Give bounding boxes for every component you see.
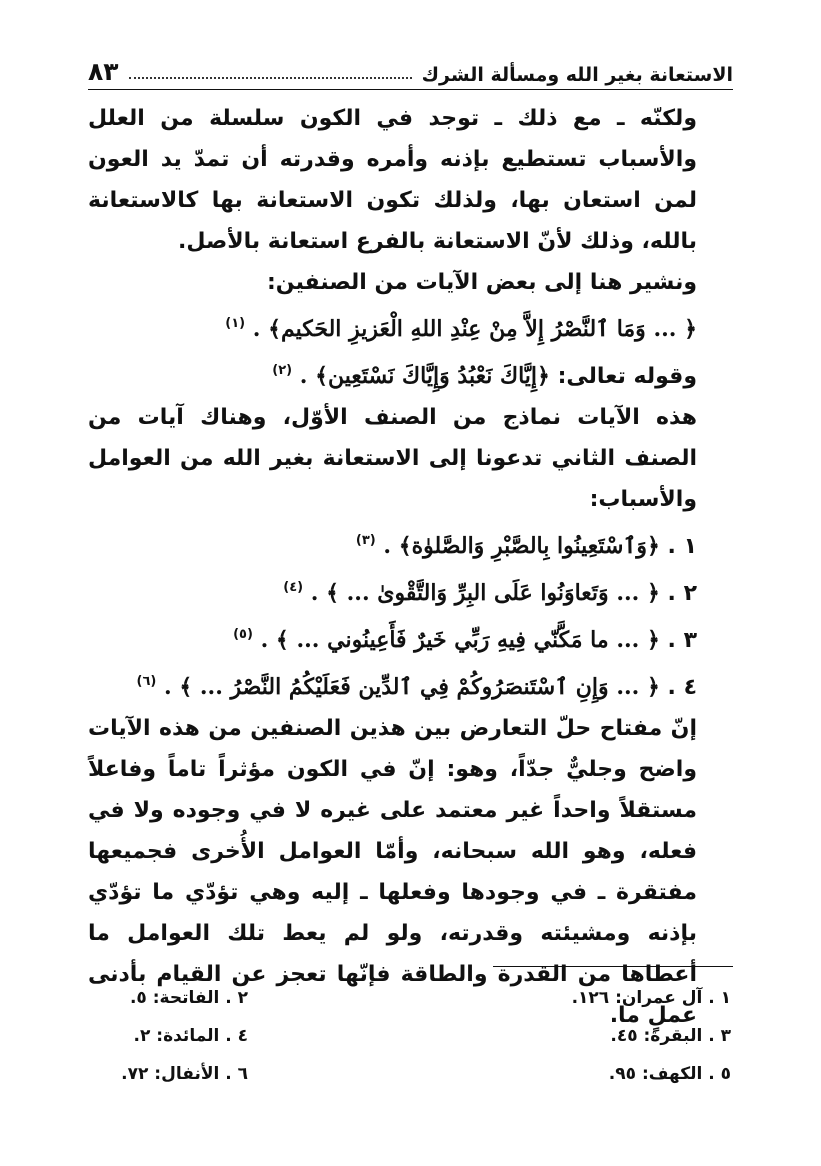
footnote-6-cell (88, 1061, 411, 1087)
header-rule (88, 89, 733, 90)
verse-line-1 (88, 303, 733, 350)
footnote-2: ٢ . الفاتحة: ٥. (129, 988, 248, 1008)
list-item (88, 661, 733, 708)
list-item (88, 567, 733, 614)
footnote-4-cell (88, 1023, 411, 1049)
footnote-3: ٣ . البقرة: ٤٥. (610, 1026, 731, 1046)
verse-2: ﴿إِيَّاكَ نَعْبُدُ وَإِيَّاكَ نَسْتَعِين﴾ . (299, 363, 550, 389)
page-number: ٨٣ (88, 57, 119, 86)
footnote-ref-6: (٦) (136, 674, 157, 689)
verses-intro: ونشير هنا إلى بعض الآيات من الصنفين: (266, 270, 697, 295)
footnote-rule (493, 966, 733, 967)
dotted-leader (129, 77, 412, 79)
footnote-5: ٥ . الكهف: ٩٥. (608, 1064, 731, 1084)
footnotes (88, 985, 733, 1087)
verse-line-2 (88, 350, 733, 397)
list-number: ٤ . (667, 675, 697, 700)
paragraph-2: هذه الآيات نماذج من الصنف الأوّل، وهناك آيات من الصنف الثاني تدعونا إلى الاستعانة بغير الله من العوامل والأسباب: (88, 405, 697, 512)
paragraph-3: إنّ مفتاح حلّ التعارض بين هذين الصنفين من هذه الآيات واضح وجليٌّ جدّاً، وهو: إنّ في الكون مؤثراً تاماً وفاعلاً مستقلاً واحداً غير معتمد على غيره لا في وجوده ولا في فعله، وهو الله سبحانه، وأمّا العوامل الأُخرى فجميعها مفتقرة ـ في وجودها وفعلها ـ إليه وهي تؤدّي ما تؤدّي بإذنه ومشيئته وقدرته، ولو لم يعط تلك العوامل ما أعطاها من القدرة والطاقة فإنّها تعجز عن القيام بأدنى عملٍ ما. (88, 716, 697, 1028)
page-header (88, 42, 733, 86)
list-number: ٢ . (667, 581, 697, 606)
footnote-6: ٦ . الأنفال: ٧٢. (121, 1064, 248, 1084)
footnote-ref-4: (٤) (283, 580, 304, 595)
footnote-2-cell (88, 985, 411, 1011)
list-number: ٣ . (667, 628, 697, 653)
list-verse: ﴿ ... ما مَكَّنّي فِيهِ رَبِّي خَيرٌ فَأَعِينُوني ... ﴾ . (260, 627, 660, 653)
footnote-1: ١ . آل عمران: ١٢٦. (571, 988, 731, 1008)
list-verse: ﴿ ... وَتَعاوَنُوا عَلَى البِرِّ وَالتَّقْوىٰ ... ﴾ . (310, 580, 660, 606)
list-item (88, 520, 733, 567)
list-verse: ﴿وَٱسْتَعِينُوا بِالصَّبْرِ وَالصَّلوٰة﴾ . (383, 533, 660, 559)
running-title: الاستعانة بغير الله ومسألة الشرك (421, 64, 733, 86)
footnote-4: ٤ . المائدة: ٢. (133, 1026, 248, 1046)
footnote-ref-2: (٢) (272, 363, 293, 378)
list-verse: ﴿ ... وَإِنِ ٱسْتَنصَرُوكُمْ فِي ٱلدِّين فَعَلَيْكُمُ النَّصْرُ ... ﴾ . (164, 674, 660, 700)
list-item (88, 614, 733, 661)
list-number: ١ . (667, 534, 697, 559)
paragraph-1: ولكنّه ـ مع ذلك ـ توجد في الكون سلسلة من العلل والأسباب تستطيع بإذنه وأمره وقدرته أن تمدّ يد العون لمن استعان بها، ولذلك تكون الاستعانة بها كالاستعانة بالله، وذلك لأنّ الاستعانة بالفرع استعانة بالأصل. (88, 106, 697, 254)
verse-1: ﴿ ... وَمَا ٱلنَّصْرُ إِلاَّ مِنْ عِنْدِ اللهِ الْعَزيزِ الحَكيم﴾ . (252, 316, 697, 342)
verse-2-lead: وقوله تعالى: (549, 364, 697, 389)
footnote-ref-3: (٣) (355, 533, 376, 548)
footnote-ref-1: (١) (225, 316, 246, 331)
page-body (88, 98, 733, 1036)
footnote-ref-5: (٥) (233, 627, 253, 642)
